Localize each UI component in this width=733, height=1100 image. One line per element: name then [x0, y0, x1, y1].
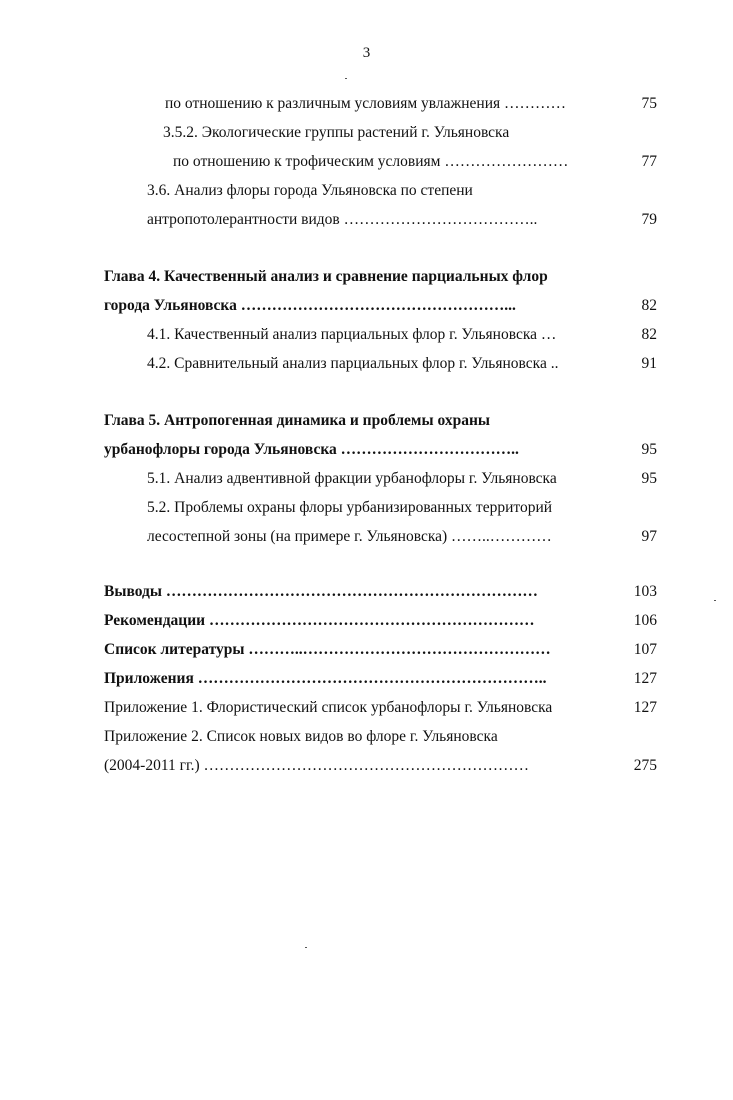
toc-chapter-entry: [0, 439, 733, 461]
toc-entry-text: урбанофлоры города Ульяновска ……………………………..: [104, 441, 519, 458]
toc-chapter-heading: [0, 266, 733, 288]
toc-entry-text: 3.6. Анализ флоры города Ульяновска по степени: [147, 182, 473, 199]
toc-entry-page: 103: [633, 583, 657, 600]
toc-entry-page: 79: [641, 211, 657, 228]
toc-entry: [0, 151, 733, 173]
toc-entry-page: 77: [641, 153, 657, 170]
scan-speck: [714, 600, 716, 601]
toc-entry-text: Приложение 2. Список новых видов во флоре г. Ульяновска: [104, 728, 498, 745]
toc-entry-text: антропотолерантности видов ………………………………..: [147, 211, 538, 228]
toc-entry: [0, 726, 733, 748]
toc-entry-text: Приложения …………………………………………………………..: [104, 670, 547, 687]
toc-entry-page: 127: [633, 670, 657, 687]
toc-entry-text: 4.1. Качественный анализ парциальных флор г. Ульяновска …: [147, 326, 557, 343]
toc-entry-text: Рекомендации ………………………………………………………: [104, 612, 535, 629]
toc-entry: [0, 353, 733, 375]
toc-entry: [0, 755, 733, 777]
scan-speck: [305, 947, 307, 948]
toc-entry-page: 95: [641, 470, 657, 487]
page-number: 3: [362, 45, 371, 61]
toc-entry: [0, 93, 733, 115]
toc-entry-text: Глава 5. Антропогенная динамика и проблемы охраны: [104, 412, 490, 429]
toc-entry-text: города Ульяновска ……………………………………………...: [104, 297, 516, 314]
toc-entry-page: 82: [641, 297, 657, 314]
toc-entry-page: 82: [641, 326, 657, 343]
toc-entry-text: 3.5.2. Экологические группы растений г. Ульяновска: [163, 124, 510, 141]
toc-entry: [0, 324, 733, 346]
toc-entry-text: 5.2. Проблемы охраны флоры урбанизированных территорий: [147, 499, 553, 516]
toc-entry-page: 91: [641, 355, 657, 372]
toc-entry: [0, 497, 733, 519]
toc-entry: [0, 122, 733, 144]
toc-section: [0, 610, 733, 632]
scan-speck: [345, 78, 347, 79]
toc-section: [0, 639, 733, 661]
toc-entry-page: 75: [641, 95, 657, 112]
toc-section: [0, 668, 733, 690]
toc-entry-text: Список литературы ………..…………………………………………: [104, 641, 551, 658]
toc-entry: [0, 209, 733, 231]
toc-entry-text: Глава 4. Качественный анализ и сравнение парциальных флор: [104, 268, 548, 285]
toc-entry-text: Выводы ………………………………………………………………: [104, 583, 538, 600]
toc-chapter-entry: [0, 295, 733, 317]
toc-chapter-heading: [0, 410, 733, 432]
toc-entry-page: 127: [633, 699, 657, 716]
toc-entry-page: 95: [641, 441, 657, 458]
toc-entry-text: лесостепной зоны (на примере г. Ульяновска) ……..…………: [147, 528, 552, 545]
toc-entry-page: 106: [633, 612, 657, 629]
toc-entry-text: 5.1. Анализ адвентивной фракции урбанофлоры г. Ульяновска: [147, 470, 557, 487]
toc-entry-page: 275: [633, 757, 657, 774]
toc-entry-text: по отношению к различным условиям увлажнения …………: [165, 95, 567, 112]
toc-entry-text: (2004-2011 гг.) ………………………………………………………: [104, 757, 530, 774]
toc-entry: [0, 180, 733, 202]
toc-entry: [0, 526, 733, 548]
toc-entry: [0, 468, 733, 490]
toc-entry-text: по отношению к трофическим условиям ……………………: [173, 153, 569, 170]
toc-entry-text: 4.2. Сравнительный анализ парциальных флор г. Ульяновска ..: [147, 355, 559, 372]
toc-section: [0, 581, 733, 603]
toc-entry-page: 107: [633, 641, 657, 658]
toc-entry: [0, 697, 733, 719]
toc-entry-page: 97: [641, 528, 657, 545]
toc-entry-text: Приложение 1. Флористический список урбанофлоры г. Ульяновска: [104, 699, 553, 716]
